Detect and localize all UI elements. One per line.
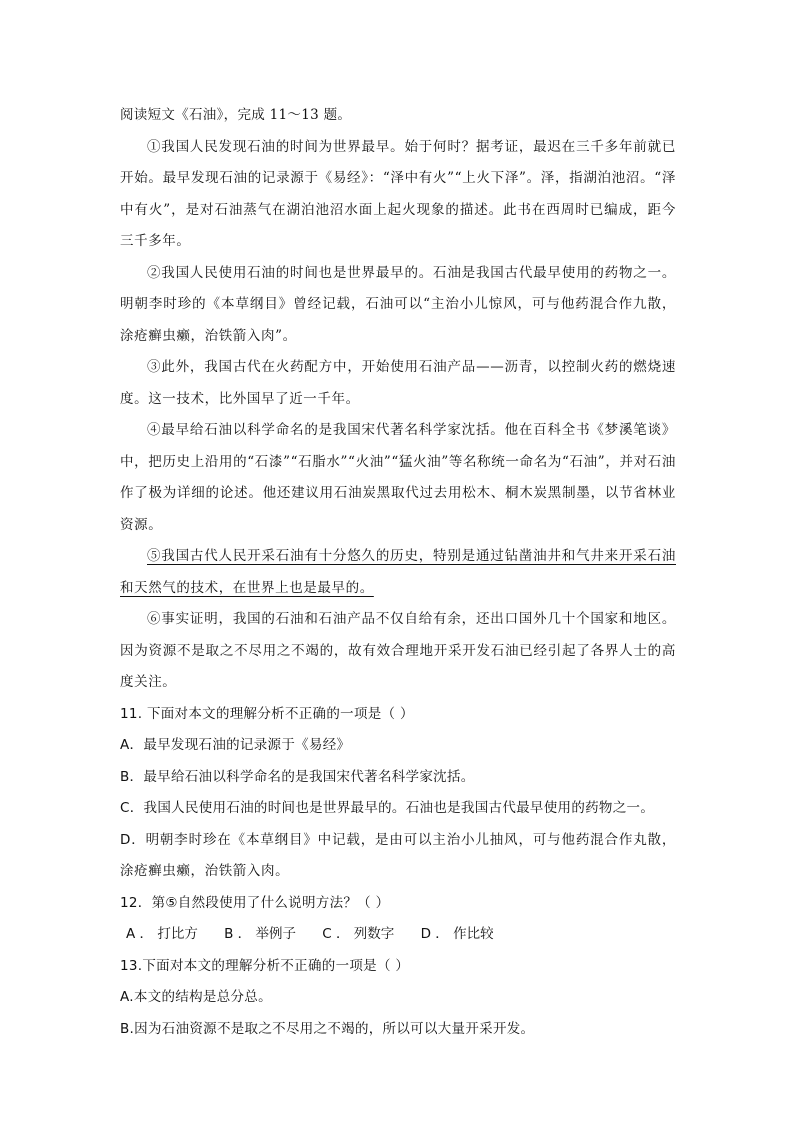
document-page (120, 100, 676, 1045)
paragraph-6: ⑥事实证明，我国的石油和石油产品不仅自给有余，还出口国外几十个国家和地区。因为资源不是取之不尽用之不竭的，故有效合理地开采开发石油已经引起了各界人士的高度关注。 (120, 611, 676, 690)
paragraph-5-underlined-text: ⑤我国古代人民开采石油有十分悠久的历史，特别是通过钻凿油井和气井来开采石油和天然气的技术，在世界上也是最早的。 (120, 548, 676, 596)
question-11-option-d: D．明朝李时珍在《本草纲目》中记载，是由可以主治小儿抽风，可与他药混合作丸散，涂疮癣虫癞，治铁箭入肉。 (120, 831, 676, 879)
paragraph-2: ②我国人民使用石油的时间也是世界最早的。石油是我国古代最早使用的药物之一。明朝李时珍的《本草纲目》曾经记载，石油可以“主治小儿惊风，可与他药混合作九散，涂疮癣虫癞，治铁箭入肉”。 (120, 264, 676, 344)
paragraph-4: ④最早给石油以科学命名的是我国宋代著名科学家沈括。他在百科全书《梦溪笔谈》中，把历史上沿用的“石漆”“石脂水”“火油”“猛火油”等名称统一命名为“石油”，并对石油作了极为详细的论述。他还建议用石油炭黑取代过去用松木、桐木炭黑制墨，以节省林业资源。 (120, 422, 676, 533)
question-12-option-c: C ． 列数字 (322, 926, 395, 942)
question-11-option-c: C．我国人民使用石油的时间也是世界最早的。石油也是我国古代最早使用的药物之一。 (120, 800, 655, 816)
question-13-option-b: B.因为石油资源不是取之不尽用之不竭的，所以可以大量开采开发。 (120, 1020, 535, 1037)
question-12-options (120, 919, 676, 951)
paragraph-3: ③此外，我国古代在火药配方中，开始使用石油产品——沥青，以控制火药的燃烧速度。这一技术，比外国早了近一千年。 (120, 359, 676, 407)
paragraph-5 (120, 541, 676, 604)
question-12-option-d: D ． 作比较 (420, 926, 494, 942)
paragraph-1: ①我国人民发现石油的时间为世界最早。始于何时？据考证，最迟在三千多年前就已开始。最早发现石油的记录源于《易经》：“泽中有火”“上火下泽”。泽，指湖泊池沼。“泽中有火”，是对石油蒸气在湖泊池沼水面上起火现象的描述。此书在西周时已编成，距今三千多年。 (120, 138, 676, 249)
reading-intro: 阅读短文《石油》，完成 11～13 题。 (120, 107, 352, 123)
question-12-option-a: A ． 打比方 (126, 926, 198, 942)
question-13-stem: 13.下面对本文的理解分析不正确的一项是（ ） (120, 957, 410, 974)
question-13-option-a: A.本文的结构是总分总。 (120, 989, 272, 1005)
question-11-stem: 11. 下面对本文的理解分析不正确的一项是（ ） (120, 705, 414, 722)
question-11-option-b: B．最早给石油以科学命名的是我国宋代著名科学家沈括。 (120, 768, 475, 785)
question-12-stem: 12．第⑤自然段使用了什么说明方法？（ ） (120, 894, 390, 911)
question-11-option-a: A．最早发现石油的记录源于《易经》 (120, 737, 351, 753)
question-12-option-b: B ． 举例子 (224, 926, 296, 942)
